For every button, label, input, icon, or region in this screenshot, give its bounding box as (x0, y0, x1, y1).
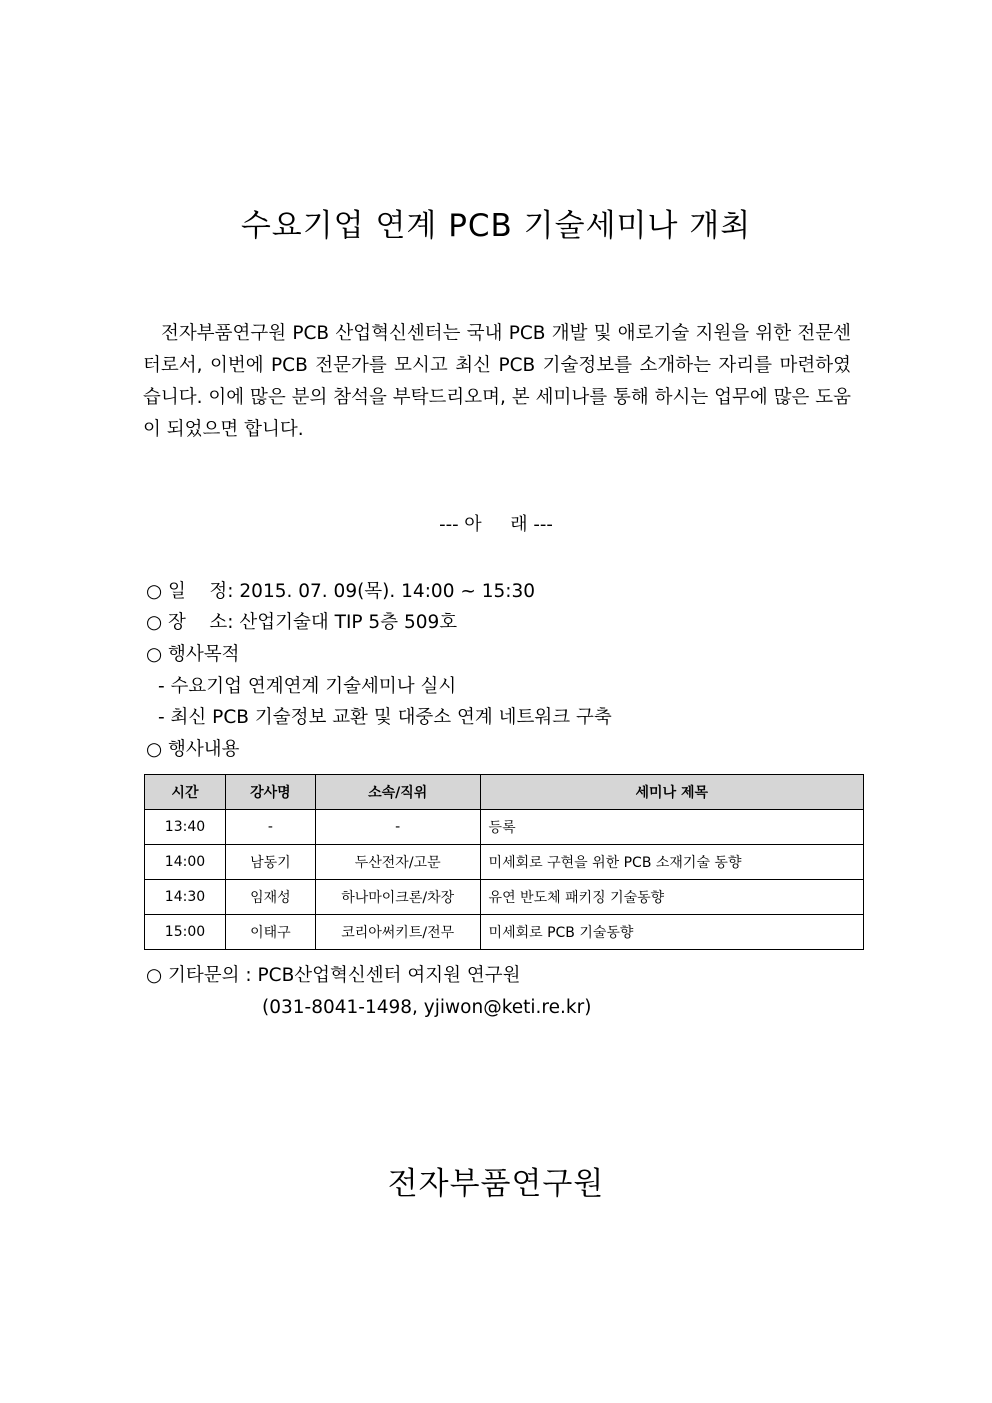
cell-speaker: - (225, 810, 315, 845)
header-affiliation: 소속/직위 (315, 775, 480, 810)
cell-seminar-title: 등록 (480, 810, 863, 845)
table-row (145, 915, 864, 950)
cell-time: 14:30 (145, 880, 226, 915)
table-row (145, 880, 864, 915)
cell-affiliation: - (315, 810, 480, 845)
place-line: ○ 장 소: 산업기술대 TIP 5층 509호 (146, 612, 458, 633)
purpose-item: - 수요기업 연계연계 기술세미나 실시 (158, 676, 457, 697)
cell-speaker: 이태구 (225, 915, 315, 950)
contact-line: ○ 기타문의 : PCB산업혁신센터 여지원 연구원 (146, 965, 521, 986)
table-header-row (145, 775, 864, 810)
organization-name: 전자부품연구원 (387, 1166, 605, 1202)
notice-heading: --- 아 래 --- (439, 514, 553, 535)
header-seminar-title: 세미나 제목 (480, 775, 863, 810)
cell-speaker: 남동기 (225, 845, 315, 880)
cell-affiliation: 하나마이크론/차장 (315, 880, 480, 915)
cell-affiliation: 코리아써키트/전무 (315, 915, 480, 950)
schedule-table (144, 774, 864, 950)
header-time: 시간 (145, 775, 226, 810)
date-line: ○ 일 정: 2015. 07. 09(목). 14:00 ~ 15:30 (146, 581, 536, 602)
document-title: 수요기업 연계 PCB 기술세미나 개최 (240, 208, 752, 244)
table-row (145, 845, 864, 880)
header-speaker: 강사명 (225, 775, 315, 810)
purpose-heading: ○ 행사목적 (146, 644, 240, 665)
cell-seminar-title: 미세회로 구현을 위한 PCB 소재기술 동향 (480, 845, 863, 880)
cell-time: 14:00 (145, 845, 226, 880)
cell-affiliation: 두산전자/고문 (315, 845, 480, 880)
content-heading: ○ 행사내용 (146, 739, 240, 760)
intro-paragraph: 전자부품연구원 PCB 산업혁신센터는 국내 PCB 개발 및 애로기술 지원을 위한 전문센터로서, 이번에 PCB 전문가를 모시고 최신 PCB 기술정보를 소개하는 자리를 마련하였습니다. 이에 많은 분의 참석을 부탁드리오며, 본 세미나를 통해 하시는 업무에 많은 도움이 되었으면 합니다. (143, 323, 851, 440)
table-row (145, 810, 864, 845)
purpose-item: - 최신 PCB 기술정보 교환 및 대중소 연계 네트워크 구축 (158, 707, 612, 728)
contact-detail: (031-8041-1498, yjiwon@keti.re.kr) (262, 997, 592, 1018)
cell-speaker: 임재성 (225, 880, 315, 915)
cell-seminar-title: 유연 반도체 패키징 기술동향 (480, 880, 863, 915)
cell-seminar-title: 미세회로 PCB 기술동향 (480, 915, 863, 950)
cell-time: 13:40 (145, 810, 226, 845)
cell-time: 15:00 (145, 915, 226, 950)
